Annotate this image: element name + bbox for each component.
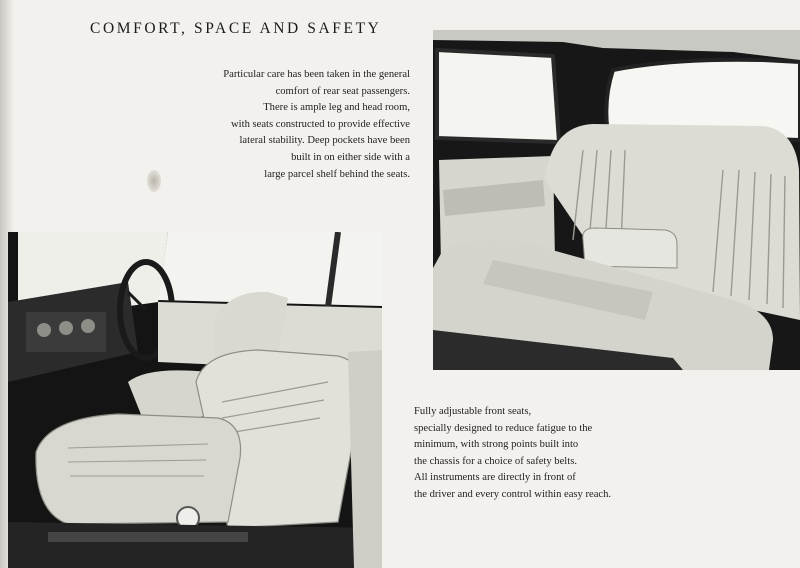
text-line: Particular care has been taken in the general: [223, 69, 410, 80]
text-line: with seats constructed to provide effective: [231, 118, 410, 130]
rear-seat-description: [168, 67, 410, 183]
text-line: minimum, with strong points built into: [414, 439, 579, 451]
text-line: There is ample leg and head room,: [263, 102, 410, 114]
text-line: the driver and every control within easy reach.: [414, 488, 612, 500]
front-seat-illustration: [8, 232, 382, 568]
front-seat-description: [414, 404, 654, 504]
rear-seat-illustration: [433, 30, 800, 370]
text-line: lateral stability. Deep pockets have been: [239, 135, 410, 147]
text-line: large parcel shelf behind the seats.: [264, 168, 410, 180]
text-line: built in on either side with a: [291, 151, 410, 163]
front-seat-photo: [8, 232, 382, 568]
paper-smudge: [147, 170, 161, 192]
page-title: COMFORT, SPACE AND SAFETY: [90, 20, 382, 37]
text-line: All instruments are directly in front of: [414, 472, 576, 484]
text-line: the chassis for a choice of safety belts.: [414, 455, 577, 467]
text-line: Fully adjustable front seats,: [414, 406, 532, 417]
text-line: specially designed to reduce fatigue to the: [414, 422, 593, 434]
text-line: comfort of rear seat passengers.: [275, 85, 410, 97]
rear-seat-photo: [433, 30, 800, 370]
